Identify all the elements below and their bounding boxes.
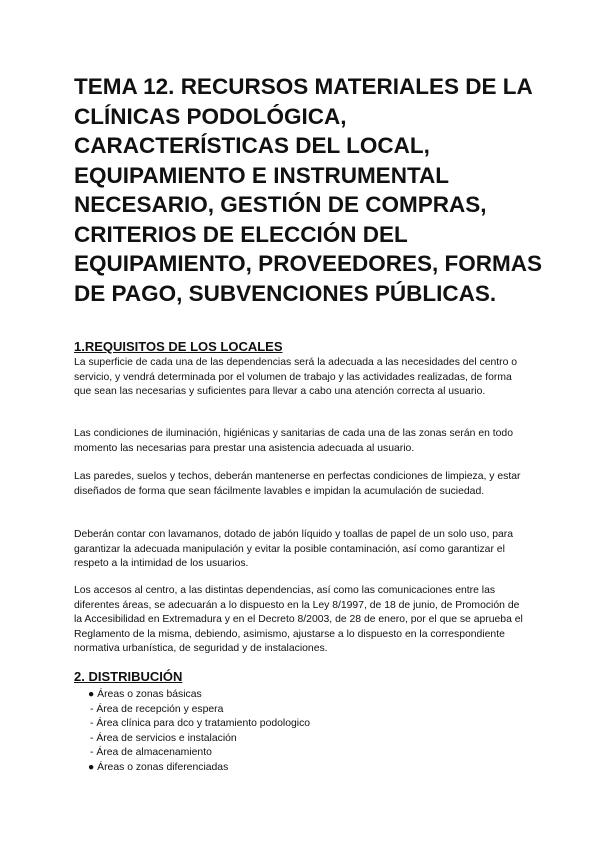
paragraph: Las condiciones de iluminación, higiénicas y sanitarias de cada una de las zonas serán en todo momento las necesarias para prestar una asistencia adecuada al usuario. xyxy=(74,428,513,454)
list-item: - Área clínica para dco y tratamiento podologico xyxy=(90,718,311,730)
list-item: - Área de recepción y espera xyxy=(90,703,224,715)
list-item: - Área de almacenamiento xyxy=(90,747,212,759)
list-item: - Área de servicios e instalación xyxy=(90,732,237,744)
list-item: ● Áreas o zonas diferenciadas xyxy=(88,761,229,773)
list-item: ● Áreas o zonas básicas xyxy=(88,689,202,700)
paragraph: Las paredes, suelos y techos, deberán mantenerse en perfectas condiciones de limpieza, y estar diseñados de forma que sean fácilmente lavables e impidan la acumulación de suciedad. xyxy=(74,471,521,497)
distribution-list xyxy=(88,688,310,776)
paragraph: Los accesos al centro, a las distintas dependencias, así como las comunicaciones entre las diferentes áreas, se adecuarán a lo dispuesto en la Ley 8/1997, de 18 de junio, de Promoción de la Accesibilidad en Extremadura y en el Decreto 8/2003, de 28 de enero, por el que se aprueba el Reglamento de la misma, debiendo, asimismo, ajustarse a lo dispuesto en la correspondiente normativa urbanística, de seguridad y de instalaciones. xyxy=(74,585,523,655)
document-title: TEMA 12. RECURSOS MATERIALES DE LA CLÍNICAS PODOLÓGICA, CARACTERÍSTICAS DEL LOCAL, EQUIPAMIENTO E INSTRUMENTAL NECESARIO, GESTIÓN DE COMPRAS, CRITERIOS DE ELECCIÓN DEL EQUIPAMIENTO, PROVEEDORES, FORMAS DE PAGO, SUBVENCIONES PÚBLICAS. xyxy=(74,74,542,306)
section-heading-distribucion: 2. DISTRIBUCIÓN xyxy=(74,669,183,684)
paragraph: La superficie de cada una de las dependencias será la adecuada a las necesidades del centro o servicio, y vendrá determinada por el volumen de trabajo y las actividades realizadas, de forma que sean las necesarias y suficientes para llevar a cabo una atención correcta al usuario. xyxy=(74,357,518,398)
paragraph: Deberán contar con lavamanos, dotado de jabón líquido y toallas de papel de un solo uso, para garantizar la adecuada manipulación y evitar la posible contaminación, así como garantizar el respeto a la intimidad de los usuarios. xyxy=(74,529,514,570)
section-heading-requisitos: 1.REQUISITOS DE LOS LOCALES xyxy=(74,339,283,354)
